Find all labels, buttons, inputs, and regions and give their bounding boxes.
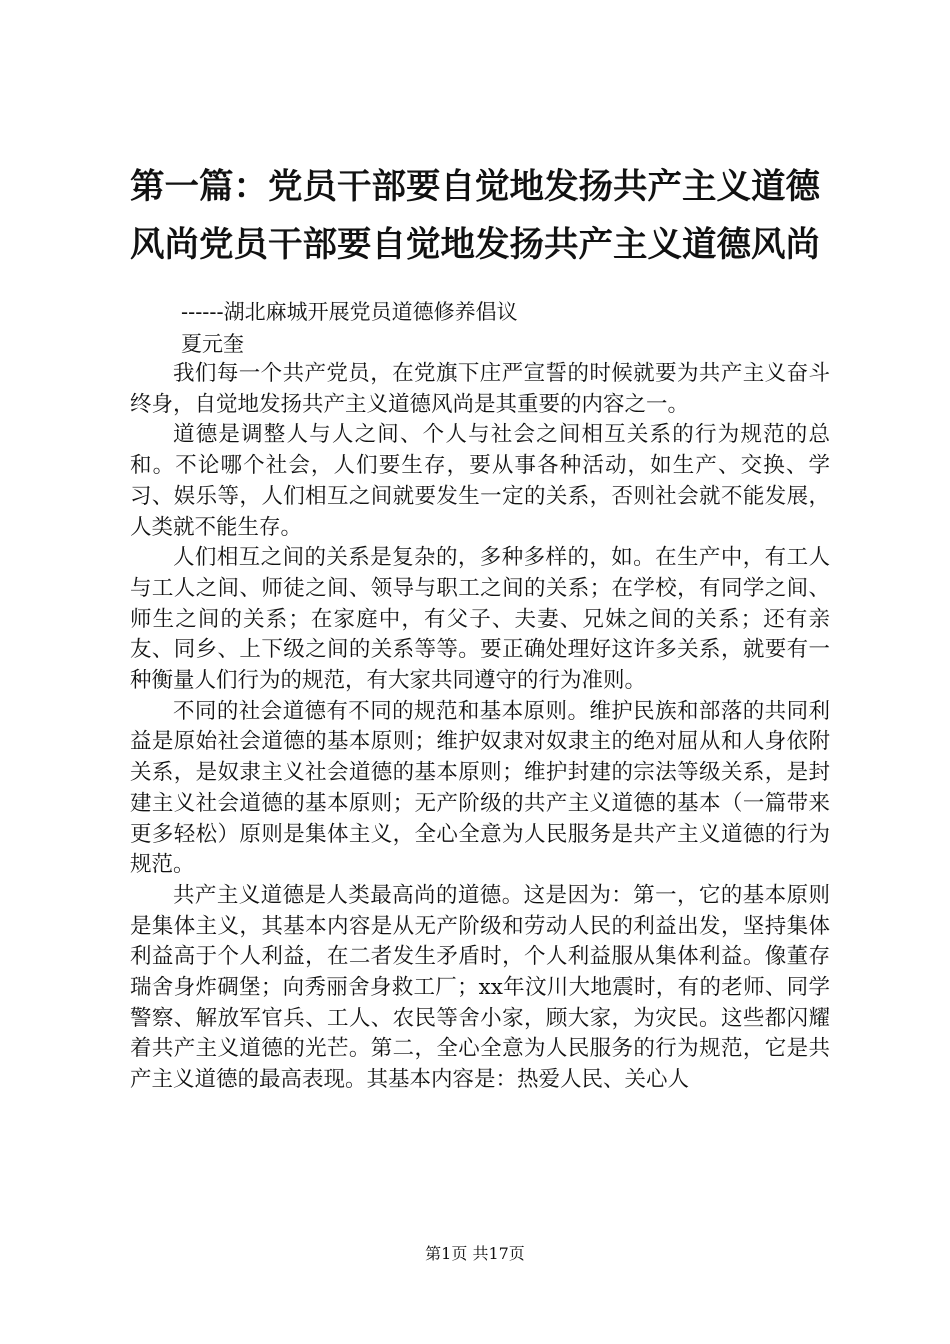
paragraph: 不同的社会道德有不同的规范和基本原则。维护民族和部落的共同利益是原始社会道德的基本原则；维护奴隶对奴隶主的绝对屈从和人身依附关系，是奴隶主义社会道德的基本原则；维护封建的宗法等级关系，是封建主义社会道德的基本原则；无产阶级的共产主义道德的基本（一篇带来更多轻松）原则是集体主义，全心全意为人民服务是共产主义道德的行为规范。 [130,698,830,878]
document-author: 夏元奎 [181,332,244,356]
document-title: 第一篇：党员干部要自觉地发扬共产主义道德 风尚党员干部要自觉地发扬共产主义道德风尚 [130,167,820,265]
document-body [130,359,830,1096]
paragraph: 我们每一个共产党员，在党旗下庄严宣誓的时候就要为共产主义奋斗终身，自觉地发扬共产主义道德风尚是其重要的内容之一。 [130,361,830,417]
page-number: 第1页 共17页 [425,1244,525,1263]
document-subtitle: ------湖北麻城开展党员道德修养倡议 [181,300,518,324]
paragraph: 人们相互之间的关系是复杂的，多种多样的，如。在生产中，有工人与工人之间、师徒之间、领导与职工之间的关系；在学校，有同学之间、师生之间的关系；在家庭中，有父子、夫妻、兄妹之间的关系；还有亲友、同乡、上下级之间的关系等等。要正确处理好这许多关系，就要有一种衡量人们行为的规范，有大家共同遵守的行为准则。 [130,545,830,694]
paragraph: 道德是调整人与人之间、个人与社会之间相互关系的行为规范的总和。不论哪个社会，人们要生存，要从事各种活动，如生产、交换、学习、娱乐等，人们相互之间就要发生一定的关系，否则社会就不能发展，人类就不能生存。 [130,422,830,540]
paragraph: 共产主义道德是人类最高尚的道德。这是因为：第一，它的基本原则是集体主义，其基本内容是从无产阶级和劳动人民的利益出发，坚持集体利益高于个人利益，在二者发生矛盾时，个人利益服从集体利益。像董存瑞舍身炸碉堡；向秀丽舍身救工厂；xx年汶川大地震时，有的老师、同学警察、解放军官兵、工人、农民等舍小家，顾大家，为灾民。这些都闪耀着共产主义道德的光芒。第二，全心全意为人民服务的行为规范，它是共产主义道德的最高表现。其基本内容是：热爱人民、关心人 [130,882,830,1093]
